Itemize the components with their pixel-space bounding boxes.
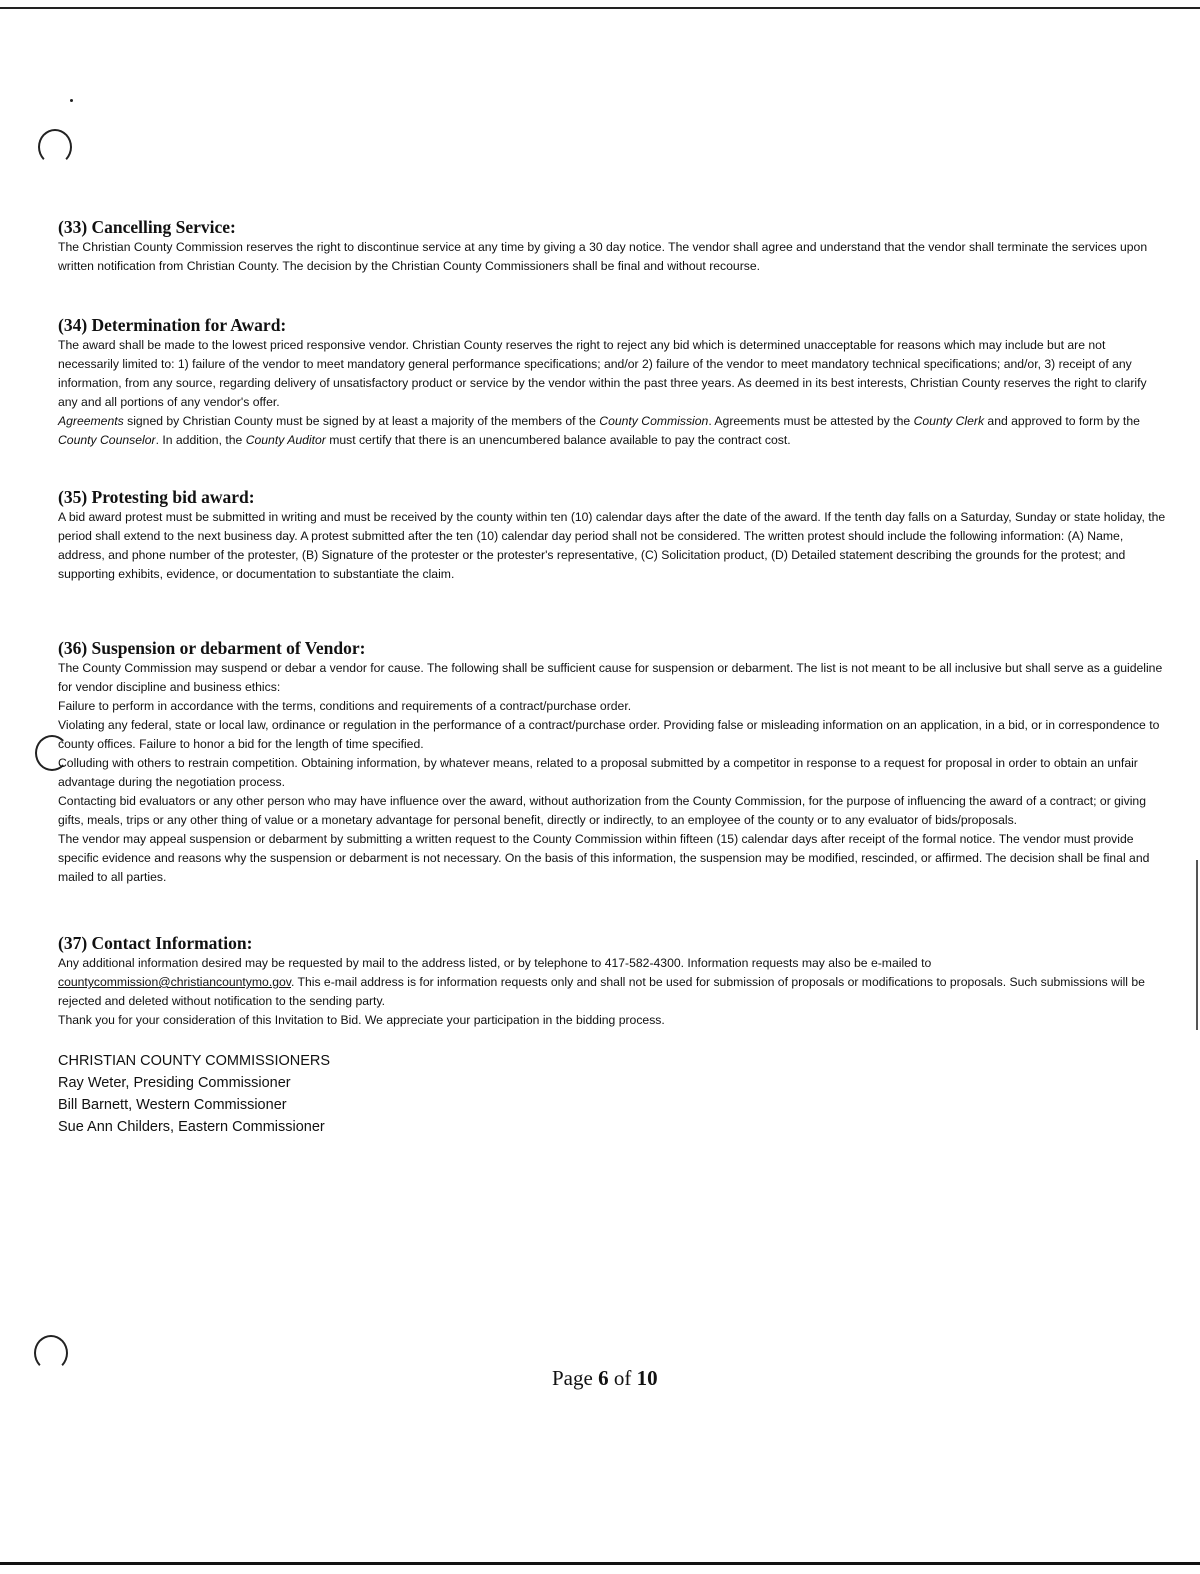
text-run: signed by Christian County must be signed by at least a majority of the members of the (123, 414, 600, 428)
italic-term: County Clerk (913, 414, 985, 428)
page-current: 6 (598, 1366, 609, 1390)
signature-line: Sue Ann Childers, Eastern Commissioner (58, 1119, 325, 1135)
italic-term: County Commission (599, 414, 709, 428)
section-cancelling-service (58, 216, 1168, 276)
top-rule (0, 7, 1200, 9)
text-run: Any additional information desired may be requested by mail to the address listed, or by telephone to 417-582-4300. Information requests may also be e-mailed to (58, 956, 932, 970)
cause-item: Contacting bid evaluators or any other person who may have influence over the award, without authorization from the County Commission, for the purpose of influencing the award of a contract; or giving gifts, meals, trips or any other thing of value or a monetary advantage for personal benefit, directly or indirectly, to an employee of the county or to any evaluator of bids/proposals. (58, 794, 1146, 827)
italic-term: County Counselor (58, 433, 156, 447)
section-contact-information (58, 932, 1168, 1030)
agreements-paragraph (58, 412, 1168, 450)
page-word: Page (552, 1366, 593, 1390)
page-total: 10 (636, 1366, 658, 1390)
thank-you-paragraph: Thank you for your consideration of this Invitation to Bid. We appreciate your participation in the bidding process. (58, 1013, 665, 1027)
text-run: and approved to form by the (984, 414, 1140, 428)
italic-term: County Auditor (245, 433, 326, 447)
section-title: (37) Contact Information: (58, 933, 253, 953)
section-title: (36) Suspension or debarment of Vendor: (58, 638, 366, 658)
section-paragraph: The award shall be made to the lowest priced responsive vendor. Christian County reserves the right to reject any bid which is determined unacceptable for reasons which may include but are not necessarily limited to: 1) failure of the vendor to meet mandatory general performance specifications; and/or 2) failure of the vendor to meet mandatory technical specifications; and/or, 3) receipt of any information, from any source, regarding delivery of unsatisfactory product or service by the vendor within the past three years. As deemed in its best interests, Christian County reserves the right to clarify any and all portions of any vendor's offer. (58, 338, 1147, 409)
punch-hole-top (38, 129, 72, 165)
section-suspension-or-debarment (58, 637, 1168, 887)
signature-line: Bill Barnett, Western Commissioner (58, 1097, 287, 1113)
page-edge-mark (1196, 860, 1198, 1030)
cause-item: Failure to perform in accordance with the terms, conditions and requirements of a contract/purchase order. (58, 699, 632, 713)
section-paragraph: The Christian County Commission reserves the right to discontinue service at any time by giving a 30 day notice. The vendor shall agree and understand that the vendor shall terminate the services upon written notification from Christian County. The decision by the Christian County Commissioners shall be final and without recourse. (58, 240, 1148, 273)
section-title: (34) Determination for Award: (58, 315, 287, 335)
section-protesting-bid-award (58, 486, 1168, 584)
section-determination-for-award (58, 314, 1168, 450)
page-number (552, 1366, 658, 1391)
scan-speck (70, 99, 73, 102)
text-run: must certify that there is an unencumbered balance available to pay the contract cost. (325, 433, 791, 447)
section-title: (33) Cancelling Service: (58, 217, 236, 237)
section-paragraph: The County Commission may suspend or debar a vendor for cause. The following shall be sufficient cause for suspension or debarment. The list is not meant to be all inclusive but shall serve as a guideline for vendor discipline and business ethics: (58, 661, 1163, 694)
cause-item: Violating any federal, state or local law, ordinance or regulation in the performance of a contract/purchase order. Providing false or misleading information on an application, in a bid, or in correspondence to county offices. Failure to honor a bid for the length of time specified. (58, 718, 1160, 751)
italic-term: Agreements (58, 414, 124, 428)
signature-org: CHRISTIAN COUNTY COMMISSIONERS (58, 1053, 331, 1069)
contact-paragraph (58, 954, 1168, 1011)
signature-block (58, 1050, 330, 1138)
appeal-paragraph: The vendor may appeal suspension or debarment by submitting a written request to the County Commission within fifteen (15) calendar days after receipt of the formal notice. The vendor must provide specific evidence and reasons why the suspension or debarment is not necessary. On the basis of this information, the suspension may be modified, rescinded, or affirmed. The decision shall be final and mailed to all parties. (58, 832, 1150, 884)
text-run: . Agreements must be attested by the (708, 414, 914, 428)
signature-line: Ray Weter, Presiding Commissioner (58, 1075, 291, 1091)
punch-hole-bottom (34, 1335, 68, 1371)
of-word: of (613, 1366, 632, 1390)
text-run: . This e-mail address is for information requests only and shall not be used for submission of proposals or modifications to proposals. Such submissions will be rejected and deleted without notification to the sending party. (58, 975, 1145, 1008)
section-title: (35) Protesting bid award: (58, 487, 255, 507)
cause-item: Colluding with others to restrain competition. Obtaining information, by whatever means, related to a proposal submitted by a competitor in response to a request for proposal in order to obtain an unfair advantage during the negotiation process. (58, 756, 1138, 789)
bottom-rule (0, 1562, 1200, 1565)
section-paragraph: A bid award protest must be submitted in writing and must be received by the county within ten (10) calendar days after the date of the award. If the tenth day falls on a Saturday, Sunday or state holiday, the period shall extend to the next business day. A protest submitted after the ten (10) calendar day period shall not be considered. The written protest should include the following information: (A) Name, address, and phone number of the protester, (B) Signature of the protester or the protester's representative, (C) Solicitation product, (D) Detailed statement describing the grounds for the protest; and supporting exhibits, evidence, or documentation to substantiate the claim. (58, 510, 1166, 581)
email-link[interactable]: countycommission@christiancountymo.gov (58, 975, 291, 989)
text-run: . In addition, the (155, 433, 246, 447)
